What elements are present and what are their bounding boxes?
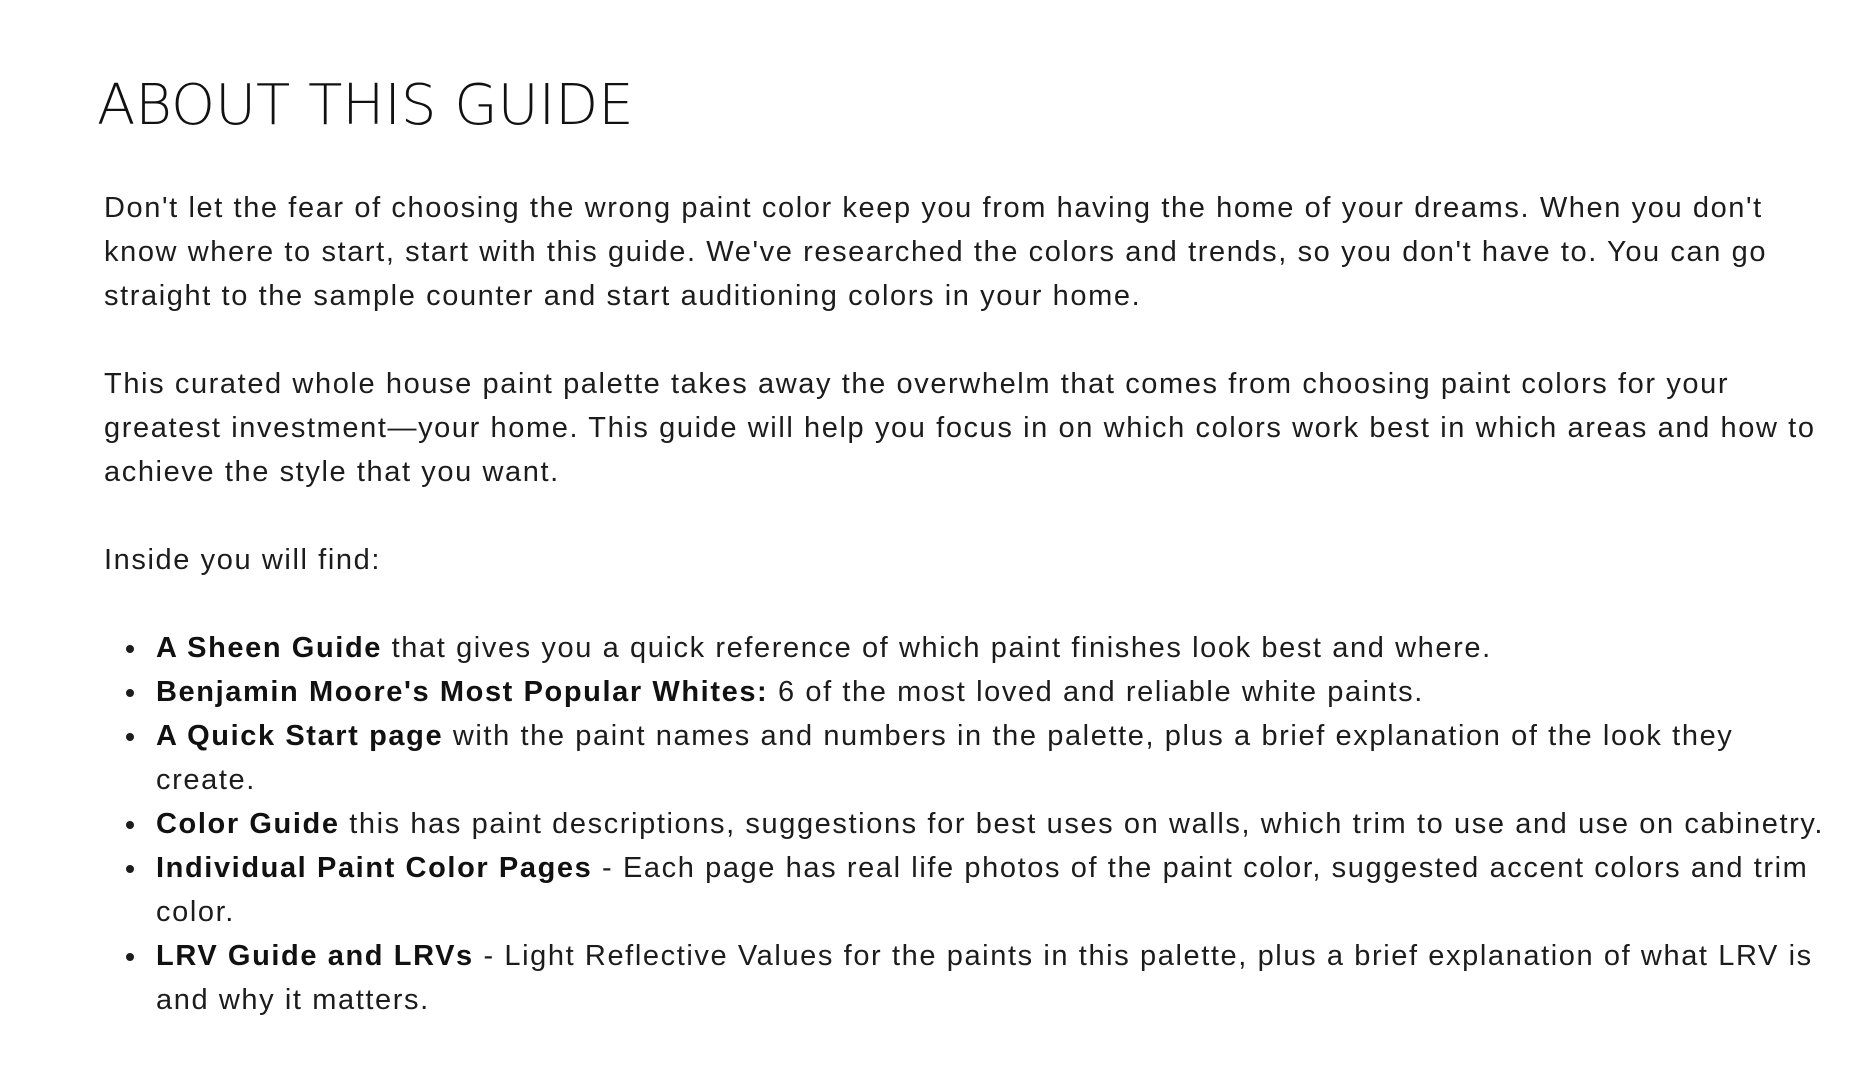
list-item: [156, 934, 1824, 1022]
feature-description: - Light Reflective Values for the paints in this palette, plus a brief explanation of what LRV is and why it matters.: [156, 940, 1813, 1016]
list-item: [156, 626, 1824, 670]
list-item: [156, 714, 1824, 802]
list-item: [156, 670, 1824, 714]
feature-description: - Each page has real life photos of the paint color, suggested accent colors and trim color.: [156, 852, 1809, 928]
list-item: [156, 846, 1824, 934]
page-title: ABOUT THIS GUIDE: [97, 73, 634, 138]
feature-list: [104, 626, 1824, 1022]
list-item: [156, 802, 1824, 846]
feature-title: A Quick Start page: [156, 720, 444, 752]
feature-title: Color Guide: [156, 808, 340, 840]
palette-paragraph: This curated whole house paint palette takes away the overwhelm that comes from choosing paint colors for your greatest investment—your home. This guide will help you focus in on which colors work best in which areas and how to achieve the style that you want.: [104, 368, 1816, 488]
feature-description: 6 of the most loved and reliable white paints.: [768, 676, 1424, 708]
feature-description: that gives you a quick reference of which paint finishes look best and where.: [381, 632, 1492, 664]
feature-title: LRV Guide and LRVs: [156, 940, 474, 972]
guide-body: [104, 186, 1824, 1022]
list-intro: Inside you will find:: [104, 544, 381, 576]
feature-title: Individual Paint Color Pages: [156, 852, 593, 884]
feature-description: this has paint descriptions, suggestions for best uses on walls, which trim to use and use on cabinetry.: [339, 808, 1824, 840]
feature-description: with the paint names and numbers in the palette, plus a brief explanation of the look they create.: [156, 720, 1734, 796]
feature-title: Benjamin Moore's Most Popular Whites:: [156, 676, 769, 708]
feature-title: A Sheen Guide: [156, 632, 382, 664]
intro-paragraph: Don't let the fear of choosing the wrong paint color keep you from having the home of your dreams. When you don't know where to start, start with this guide. We've researched the colors and trends, so you don't have to. You can go straight to the sample counter and start auditioning colors in your home.: [104, 192, 1768, 312]
